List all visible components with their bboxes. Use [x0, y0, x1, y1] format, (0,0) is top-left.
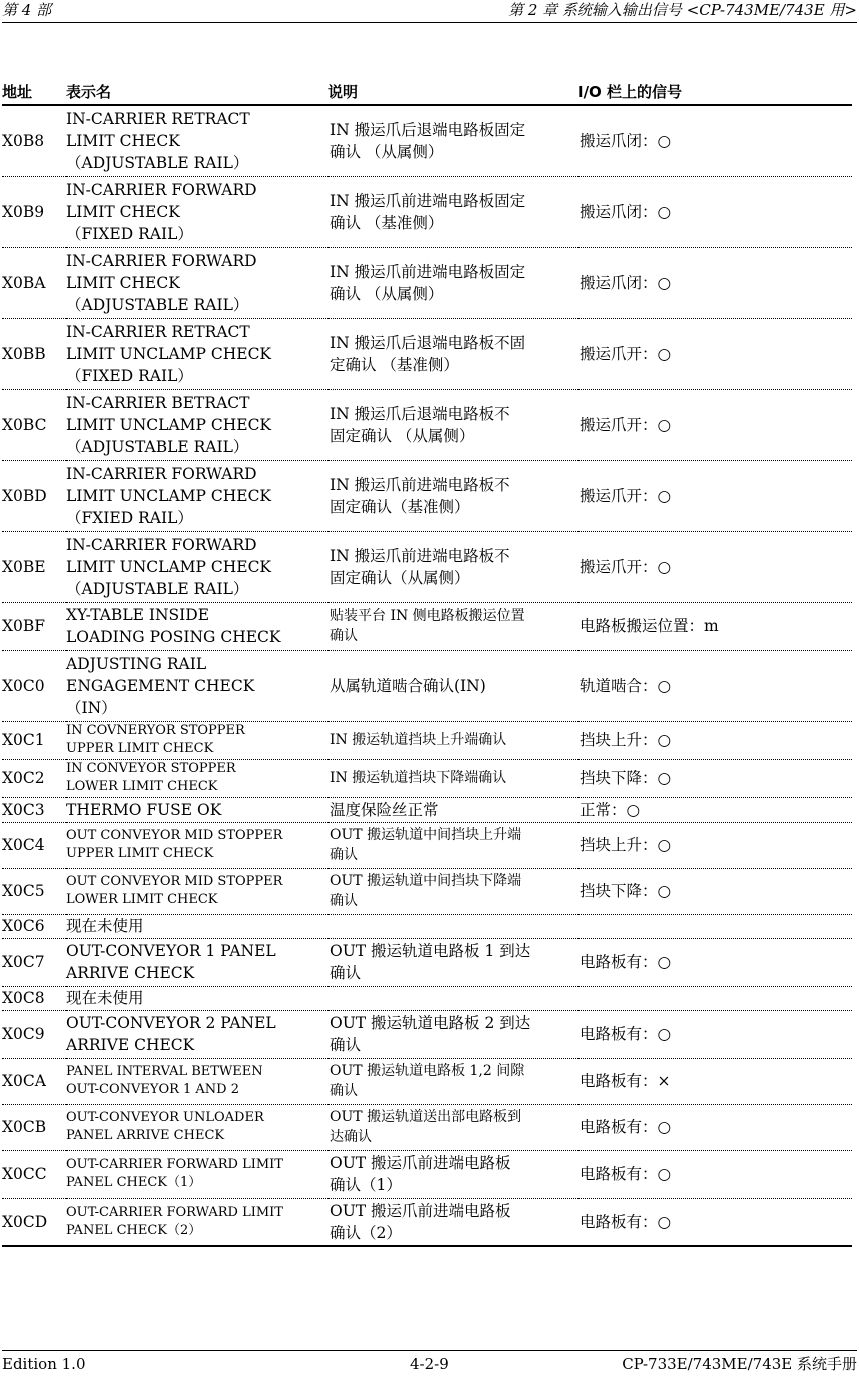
cell-io-signal: 挡块下降：○ — [578, 759, 852, 797]
display-name-line: IN COVNERYOR STOPPER — [66, 723, 245, 738]
display-name-line: OUT-CONVEYOR 1 AND 2 — [66, 1082, 240, 1097]
description-line: IN 搬运爪后退端电路板不 — [330, 404, 510, 423]
cell-display-name — [66, 460, 328, 531]
display-name-line: ADJUSTING RAIL — [66, 654, 207, 673]
cell-description — [328, 1150, 578, 1198]
cell-io-signal: 挡块下降：○ — [578, 868, 852, 914]
table-row — [2, 759, 852, 797]
display-name-line: （FIXED RAIL） — [66, 224, 193, 243]
cell-description — [328, 460, 578, 531]
table-row — [2, 1058, 852, 1104]
table-row — [2, 531, 852, 602]
description-line: IN 搬运轨道挡块上升端确认 — [330, 732, 507, 748]
page-header — [2, 0, 857, 23]
cell-display-name — [66, 721, 328, 759]
cell-display-name — [66, 1010, 328, 1058]
cell-description — [328, 822, 578, 868]
cell-description — [328, 914, 578, 938]
cell-description — [328, 759, 578, 797]
description-line: IN 搬运爪前进端电路板固定 — [330, 191, 526, 210]
cell-display-name — [66, 531, 328, 602]
table-row — [2, 721, 852, 759]
table-row — [2, 176, 852, 247]
display-name-line: （FXIED RAIL） — [66, 508, 193, 527]
description-line: 确认（1） — [330, 1176, 402, 1194]
cell-address: X0C5 — [2, 868, 66, 914]
display-name-line: XY-TABLE INSIDE — [66, 606, 210, 624]
cell-address: X0C1 — [2, 721, 66, 759]
display-name-line: （FIXED RAIL） — [66, 366, 193, 385]
cell-address: X0C0 — [2, 650, 66, 721]
cell-display-name — [66, 868, 328, 914]
display-name-line: 现在未使用 — [66, 917, 144, 935]
description-line: 确认 — [330, 1036, 362, 1054]
cell-display-name — [66, 318, 328, 389]
cell-display-name — [66, 1058, 328, 1104]
cell-description — [328, 938, 578, 986]
cell-display-name — [66, 389, 328, 460]
cell-address: X0C2 — [2, 759, 66, 797]
display-name-line: LOADING POSING CHECK — [66, 628, 281, 646]
display-name-line: PANEL ARRIVE CHECK — [66, 1128, 225, 1143]
display-name-line: PANEL CHECK（2） — [66, 1222, 202, 1238]
display-name-line: LIMIT CHECK — [66, 202, 180, 221]
description-line: 确认 — [330, 893, 358, 909]
cell-display-name — [66, 247, 328, 318]
cell-display-name — [66, 797, 328, 822]
footer-edition: Edition 1.0 — [2, 1355, 86, 1373]
description-line: 确认 （基准侧） — [330, 213, 444, 232]
display-name-line: LOWER LIMIT CHECK — [66, 779, 218, 794]
display-name-line: UPPER LIMIT CHECK — [66, 741, 214, 756]
cell-description — [328, 1010, 578, 1058]
cell-description — [328, 602, 578, 650]
display-name-line: IN-CARRIER FORWARD — [66, 464, 257, 483]
display-name-line: LIMIT CHECK — [66, 273, 180, 292]
description-line: OUT 搬运爪前进端电路板 — [330, 1201, 511, 1220]
cell-description — [328, 389, 578, 460]
footer-manual-title: CP-733E/743ME/743E 系统手册 — [622, 1355, 857, 1373]
cell-address: X0BD — [2, 460, 66, 531]
cell-io-signal: 搬运爪开：○ — [578, 531, 852, 602]
display-name-line: LIMIT UNCLAMP CHECK — [66, 557, 272, 576]
cell-address: X0BC — [2, 389, 66, 460]
description-line: 确认 — [330, 847, 358, 863]
cell-address: X0C9 — [2, 1010, 66, 1058]
io-signal-table — [2, 78, 852, 1247]
display-name-line: LIMIT UNCLAMP CHECK — [66, 344, 272, 363]
cell-display-name — [66, 602, 328, 650]
display-name-line: ARRIVE CHECK — [66, 1036, 195, 1054]
cell-address: X0BB — [2, 318, 66, 389]
table-row — [2, 247, 852, 318]
cell-address: X0C8 — [2, 986, 66, 1010]
cell-address: X0CB — [2, 1104, 66, 1150]
cell-address: X0B8 — [2, 105, 66, 176]
table-row — [2, 602, 852, 650]
cell-description — [328, 721, 578, 759]
table-row — [2, 1010, 852, 1058]
description-line: IN 搬运爪前进端电路板固定 — [330, 262, 526, 281]
display-name-line: （ADJUSTABLE RAIL） — [66, 153, 249, 172]
display-name-line: PANEL CHECK（1） — [66, 1175, 202, 1190]
table-row — [2, 986, 852, 1010]
cell-display-name — [66, 986, 328, 1010]
cell-display-name — [66, 1104, 328, 1150]
cell-io-signal — [578, 986, 852, 1010]
description-line: OUT 搬运爪前进端电路板 — [330, 1154, 511, 1172]
cell-io-signal: 电路板有：○ — [578, 1198, 852, 1246]
description-line: IN 搬运爪前进端电路板不 — [330, 546, 510, 565]
description-line: 确认（2） — [330, 1223, 402, 1242]
cell-io-signal: 搬运爪开：○ — [578, 460, 852, 531]
description-line: IN 搬运爪后退端电路板不固 — [330, 333, 526, 352]
cell-address: X0CD — [2, 1198, 66, 1246]
cell-display-name — [66, 914, 328, 938]
description-line: OUT 搬运轨道中间挡块上升端 — [330, 827, 522, 843]
header-part: 第 4 部 — [2, 1, 52, 19]
display-name-line: IN-CARRIER BETRACT — [66, 393, 250, 412]
description-line: IN 搬运爪后退端电路板固定 — [330, 120, 526, 139]
description-line: OUT 搬运轨道电路板 1 到达 — [330, 942, 531, 960]
cell-display-name — [66, 650, 328, 721]
cell-display-name — [66, 822, 328, 868]
cell-io-signal: 搬运爪闭：○ — [578, 176, 852, 247]
display-name-line: PANEL INTERVAL BETWEEN — [66, 1064, 263, 1079]
cell-description — [328, 105, 578, 176]
cell-address: X0BE — [2, 531, 66, 602]
description-line: IN 搬运爪前进端电路板不 — [330, 475, 510, 494]
cell-io-signal: 电路板有：× — [578, 1058, 852, 1104]
cell-io-signal: 轨道啮合：○ — [578, 650, 852, 721]
cell-io-signal: 电路板有：○ — [578, 1010, 852, 1058]
display-name-line: （IN） — [66, 698, 117, 717]
cell-display-name — [66, 105, 328, 176]
table-row — [2, 914, 852, 938]
table-row — [2, 797, 852, 822]
cell-description — [328, 318, 578, 389]
cell-io-signal: 挡块上升：○ — [578, 822, 852, 868]
display-name-line: IN-CARRIER FORWARD — [66, 180, 257, 199]
col-header-io-signal: I/O 栏上的信号 — [578, 78, 852, 105]
display-name-line: OUT-CARRIER FORWARD LIMIT — [66, 1157, 283, 1172]
page-footer — [2, 1350, 857, 1375]
table-row — [2, 938, 852, 986]
display-name-line: LIMIT CHECK — [66, 131, 180, 150]
display-name-line: THERMO FUSE OK — [66, 800, 222, 819]
cell-io-signal: 电路板有：○ — [578, 1150, 852, 1198]
display-name-line: OUT-CARRIER FORWARD LIMIT — [66, 1204, 283, 1220]
display-name-line: 现在未使用 — [66, 989, 144, 1007]
display-name-line: ARRIVE CHECK — [66, 964, 195, 982]
table-row — [2, 1150, 852, 1198]
description-line: 固定确认（基准侧） — [330, 497, 470, 516]
display-name-line: OUT-CONVEYOR 1 PANEL — [66, 942, 276, 960]
description-line: 确认 — [330, 964, 362, 982]
cell-address: X0B9 — [2, 176, 66, 247]
display-name-line: OUT CONVEYOR MID STOPPER — [66, 874, 283, 889]
cell-description — [328, 1104, 578, 1150]
table-row — [2, 650, 852, 721]
cell-io-signal: 搬运爪闭：○ — [578, 247, 852, 318]
cell-description — [328, 1058, 578, 1104]
cell-description — [328, 176, 578, 247]
display-name-line: （ADJUSTABLE RAIL） — [66, 295, 249, 314]
display-name-line: IN CONVEYOR STOPPER — [66, 761, 236, 776]
col-header-display-name: 表示名 — [66, 78, 328, 105]
table-row — [2, 868, 852, 914]
cell-io-signal: 电路板有：○ — [578, 1104, 852, 1150]
table-row — [2, 1198, 852, 1246]
cell-address: X0C7 — [2, 938, 66, 986]
description-line: 达确认 — [330, 1129, 372, 1145]
cell-address: X0C6 — [2, 914, 66, 938]
display-name-line: IN-CARRIER RETRACT — [66, 322, 250, 341]
header-chapter: 第 2 章 系统输入输出信号 <CP-743ME/743E 用> — [508, 1, 857, 19]
table-header-row — [2, 78, 852, 105]
display-name-line: IN-CARRIER FORWARD — [66, 535, 257, 554]
display-name-line: LIMIT UNCLAMP CHECK — [66, 486, 272, 505]
cell-description — [328, 650, 578, 721]
cell-io-signal: 搬运爪开：○ — [578, 389, 852, 460]
cell-io-signal: 搬运爪开：○ — [578, 318, 852, 389]
description-line: OUT 搬运轨道电路板 1,2 间隙 — [330, 1063, 525, 1079]
cell-address: X0BA — [2, 247, 66, 318]
display-name-line: （ADJUSTABLE RAIL） — [66, 579, 249, 598]
description-line: 从属轨道啮合确认(IN) — [330, 676, 486, 695]
display-name-line: OUT-CONVEYOR 2 PANEL — [66, 1014, 276, 1032]
description-line: 温度保险丝正常 — [330, 800, 439, 819]
cell-io-signal: 搬运爪闭：○ — [578, 105, 852, 176]
description-line: 固定确认 （从属侧） — [330, 426, 475, 445]
col-header-description: 说明 — [328, 78, 578, 105]
cell-address: X0CA — [2, 1058, 66, 1104]
cell-description — [328, 986, 578, 1010]
cell-address: X0CC — [2, 1150, 66, 1198]
table-row — [2, 318, 852, 389]
display-name-line: IN-CARRIER FORWARD — [66, 251, 257, 270]
cell-description — [328, 797, 578, 822]
cell-display-name — [66, 1198, 328, 1246]
cell-display-name — [66, 938, 328, 986]
cell-io-signal: 挡块上升：○ — [578, 721, 852, 759]
table-row — [2, 1104, 852, 1150]
cell-description — [328, 868, 578, 914]
description-line: 固定确认（从属侧） — [330, 568, 470, 587]
cell-description — [328, 531, 578, 602]
table-row — [2, 105, 852, 176]
description-line: 确认 （从属侧） — [330, 284, 444, 303]
cell-address: X0BF — [2, 602, 66, 650]
display-name-line: OUT CONVEYOR MID STOPPER — [66, 828, 283, 843]
table-row — [2, 822, 852, 868]
description-line: 贴装平台 IN 侧电路板搬运位置 — [330, 608, 525, 624]
cell-io-signal: 正常：○ — [578, 797, 852, 822]
description-line: OUT 搬运轨道送出部电路板到 — [330, 1109, 522, 1125]
display-name-line: （ADJUSTABLE RAIL） — [66, 437, 249, 456]
display-name-line: LOWER LIMIT CHECK — [66, 892, 218, 907]
cell-description — [328, 1198, 578, 1246]
description-line: 定确认 （基准侧） — [330, 355, 459, 374]
description-line: 确认 — [330, 628, 358, 644]
cell-io-signal: 电路板搬运位置：m — [578, 602, 852, 650]
col-header-address: 地址 — [2, 78, 66, 105]
description-line: 确认 （从属侧） — [330, 142, 444, 161]
cell-address: X0C4 — [2, 822, 66, 868]
display-name-line: ENGAGEMENT CHECK — [66, 676, 255, 695]
cell-display-name — [66, 1150, 328, 1198]
description-line: IN 搬运轨道挡块下降端确认 — [330, 770, 507, 786]
table-row — [2, 460, 852, 531]
cell-io-signal — [578, 914, 852, 938]
cell-address: X0C3 — [2, 797, 66, 822]
display-name-line: IN-CARRIER RETRACT — [66, 109, 250, 128]
cell-io-signal: 电路板有：○ — [578, 938, 852, 986]
footer-page-number: 4-2-9 — [410, 1355, 449, 1373]
description-line: 确认 — [330, 1083, 358, 1099]
display-name-line: OUT-CONVEYOR UNLOADER — [66, 1110, 264, 1125]
cell-display-name — [66, 759, 328, 797]
display-name-line: LIMIT UNCLAMP CHECK — [66, 415, 272, 434]
description-line: OUT 搬运轨道电路板 2 到达 — [330, 1014, 531, 1032]
table-row — [2, 389, 852, 460]
cell-display-name — [66, 176, 328, 247]
cell-description — [328, 247, 578, 318]
display-name-line: UPPER LIMIT CHECK — [66, 846, 214, 861]
description-line: OUT 搬运轨道中间挡块下降端 — [330, 873, 522, 889]
